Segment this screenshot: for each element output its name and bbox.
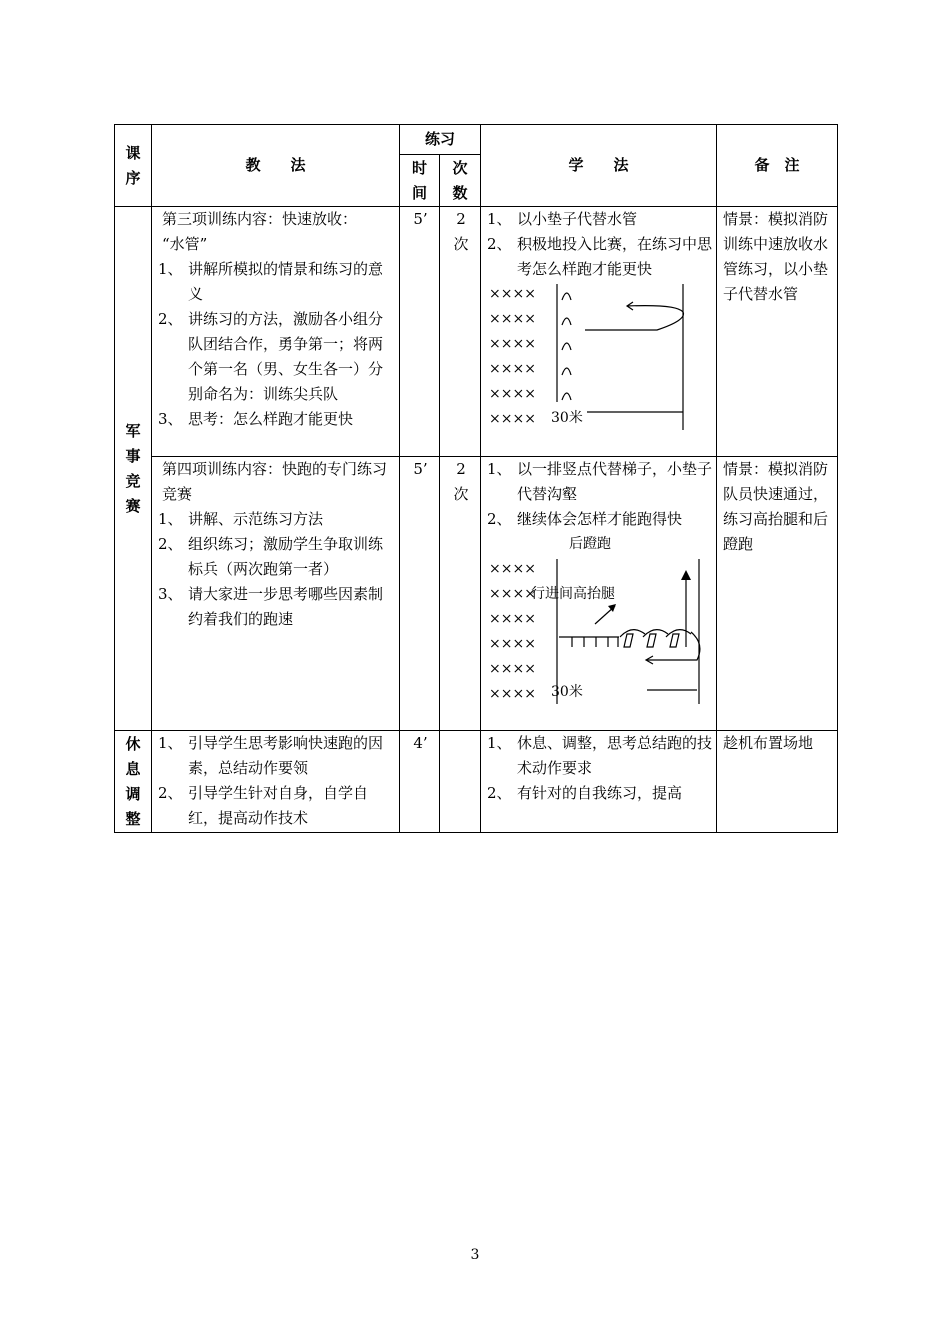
- header-practice: 练习: [400, 125, 481, 155]
- teach-item: [158, 731, 395, 781]
- teach-title: 第四项训练内容：快跑的专门练习竞赛: [162, 460, 388, 503]
- header-text: 时: [411, 158, 427, 177]
- item-number: 3、: [158, 585, 183, 603]
- student-row: ××××: [489, 411, 536, 427]
- section-label-char: 事: [125, 446, 141, 465]
- item-text: 请大家进一步思考哪些因素制约着我们的跑速: [188, 585, 384, 628]
- item-number: 2、: [158, 310, 183, 328]
- item-number: 2、: [487, 235, 512, 253]
- header-text: 数: [452, 183, 468, 202]
- student-row: ××××: [489, 286, 536, 302]
- teach-item: [158, 781, 395, 831]
- item-number: 2、: [158, 784, 183, 802]
- teach-title: “水管”: [162, 235, 208, 253]
- learn-item: [487, 457, 712, 507]
- item-number: 1、: [158, 734, 183, 752]
- section-label-char: 休: [125, 734, 141, 753]
- teach-item: [158, 307, 395, 407]
- section-label-char: 息: [125, 759, 141, 778]
- learning-cell: [481, 207, 717, 457]
- item-text: 引导学生针对自身，自学自红，提高动作技术: [188, 784, 369, 827]
- page-number: 3: [470, 1247, 480, 1263]
- item-number: 3、: [158, 410, 183, 428]
- header-text: 课: [125, 143, 141, 162]
- item-text: 以小垫子代替水管: [517, 210, 638, 228]
- student-row: ××××: [489, 361, 536, 377]
- count-value: 2: [456, 210, 466, 228]
- section-label-rest: [115, 731, 152, 833]
- section-label-military: [115, 207, 152, 731]
- item-number: 2、: [487, 784, 512, 802]
- student-row: ××××: [489, 386, 536, 402]
- learn-item: [487, 781, 712, 806]
- item-text: 积极地投入比赛，在练习中思考怎么样跑才能更快: [517, 235, 713, 278]
- high-knee-label: 行进间高抬腿: [531, 586, 616, 602]
- section-label-char: 整: [125, 809, 141, 828]
- teach-item: [158, 507, 395, 532]
- sprint-drill-diagram: [487, 532, 711, 707]
- teach-item: [158, 257, 395, 307]
- item-number: 1、: [487, 460, 512, 478]
- student-row: ××××: [489, 661, 536, 677]
- backward-stride-label: 后蹬跑: [569, 536, 612, 552]
- teaching-cell: [152, 207, 400, 457]
- item-number: 2、: [158, 535, 183, 553]
- notes-cell: 情景：模拟消防队员快速通过，练习高抬腿和后蹬跑: [717, 457, 838, 731]
- header-text: 序: [125, 168, 141, 187]
- header-text: 间: [411, 183, 427, 202]
- student-row: ××××: [489, 311, 536, 327]
- item-text: 讲解、示范练习方法: [188, 510, 324, 528]
- item-text: 休息、调整，思考总结跑的技术动作要求: [517, 734, 713, 777]
- header-notes: 备 注: [717, 125, 838, 207]
- item-text: 有针对的自我练习，提高: [517, 784, 683, 802]
- notes-cell: 情景：模拟消防训练中速放收水管练习，以小垫子代替水管: [717, 207, 838, 457]
- student-row: ××××: [489, 336, 536, 352]
- teaching-cell: [152, 457, 400, 731]
- header-time: [400, 155, 440, 207]
- student-row: ××××: [489, 611, 536, 627]
- header-teaching-method: 教 法: [152, 125, 400, 207]
- learning-cell: [481, 457, 717, 731]
- section-label-char: 赛: [125, 496, 141, 515]
- count-cell: [440, 457, 481, 731]
- item-text: 思考：怎么样跑才能更快: [188, 410, 354, 428]
- learning-cell: [481, 731, 717, 833]
- count-unit: 次: [453, 485, 469, 503]
- section-label-char: 竞: [125, 471, 141, 490]
- time-cell: 4’: [400, 731, 440, 833]
- item-number: 1、: [487, 210, 512, 228]
- item-number: 2、: [487, 510, 512, 528]
- learn-item: [487, 232, 712, 282]
- distance-label: 30米: [551, 684, 583, 700]
- teach-title: 第三项训练内容：快速放收：: [162, 210, 358, 228]
- teaching-cell: [152, 731, 400, 833]
- distance-label: 30米: [551, 410, 583, 426]
- student-row: ××××: [489, 636, 536, 652]
- item-text: 引导学生思考影响快速跑的因素，总结动作要领: [188, 734, 384, 777]
- header-learning-method: 学 法: [481, 125, 717, 207]
- learn-item: [487, 507, 712, 532]
- item-number: 1、: [158, 510, 183, 528]
- count-value: 2: [456, 460, 466, 478]
- hose-drill-diagram: [487, 282, 711, 432]
- time-cell: 5’: [400, 457, 440, 731]
- section-label-char: 调: [125, 784, 141, 803]
- count-unit: 次: [453, 235, 469, 253]
- item-text: 组织练习；激励学生争取训练标兵（两次跑第一者）: [188, 535, 384, 578]
- header-course-order: [115, 125, 152, 207]
- header-count: [440, 155, 481, 207]
- student-row: ××××: [489, 586, 536, 602]
- student-row: ××××: [489, 561, 536, 577]
- teach-item: [158, 407, 395, 432]
- item-text: 继续体会怎样才能跑得快: [517, 510, 683, 528]
- learn-item: [487, 207, 712, 232]
- item-text: 讲解所模拟的情景和练习的意义: [188, 260, 384, 303]
- count-cell: [440, 207, 481, 457]
- learn-item: [487, 731, 712, 781]
- header-text: 次: [452, 158, 468, 177]
- count-cell: [440, 731, 481, 833]
- item-number: 1、: [158, 260, 183, 278]
- time-cell: 5’: [400, 207, 440, 457]
- student-row: ××××: [489, 686, 536, 702]
- item-text: 以一排竖点代替梯子，小垫子代替沟壑: [517, 460, 713, 503]
- item-number: 1、: [487, 734, 512, 752]
- item-text: 讲练习的方法，激励各小组分队团结合作，勇争第一；将两个第一名（男、女生各一）分别命名为：训练尖兵队: [188, 310, 384, 403]
- section-label-char: 军: [125, 421, 141, 440]
- teach-item: [158, 582, 395, 632]
- teach-item: [158, 532, 395, 582]
- notes-cell: 趁机布置场地: [717, 731, 838, 833]
- lesson-plan-table: [114, 124, 838, 833]
